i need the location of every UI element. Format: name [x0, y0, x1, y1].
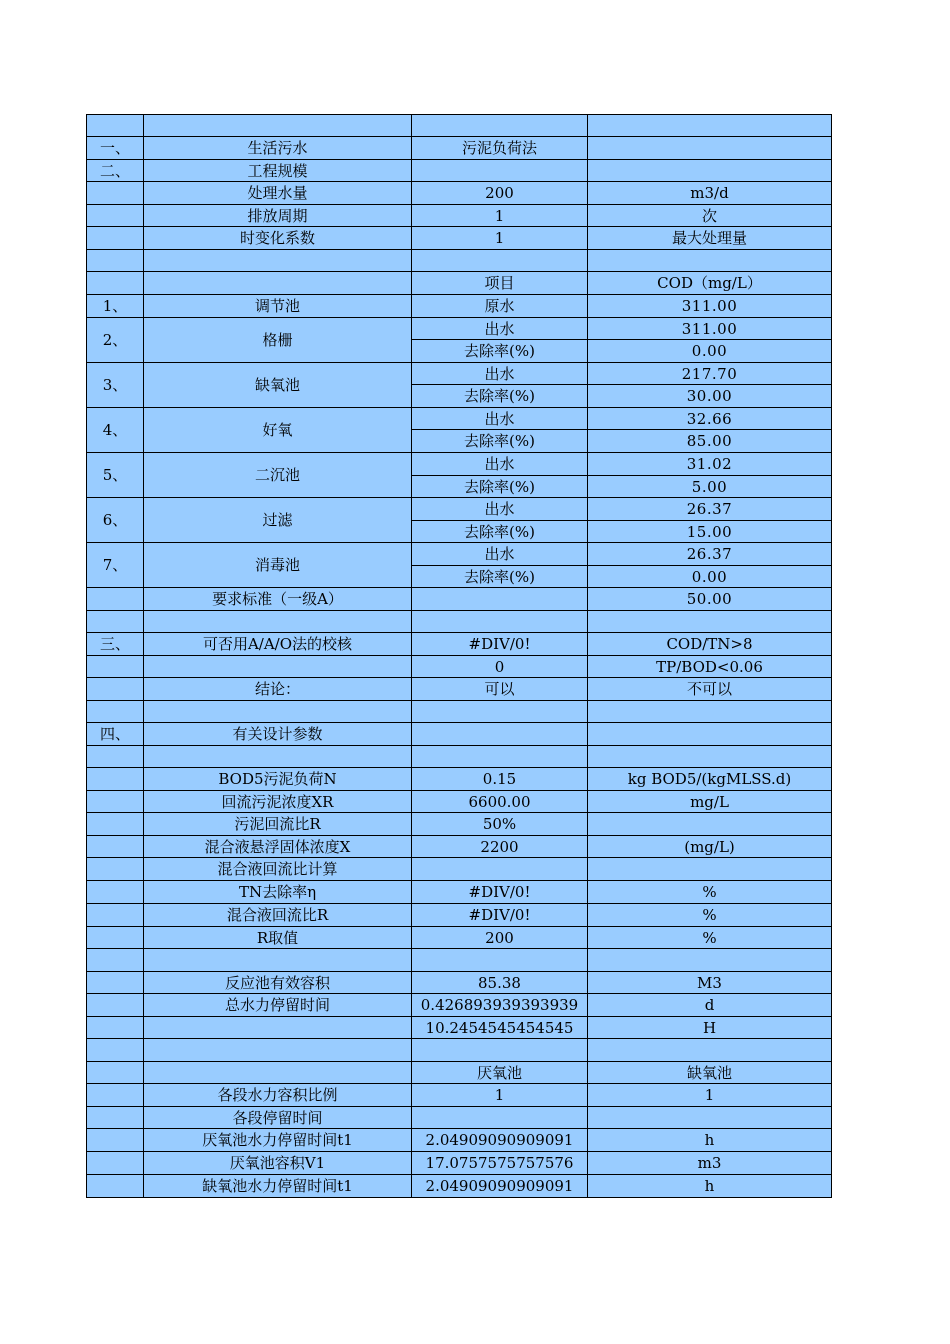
- table-cell[interactable]: 反应池有效容积: [144, 972, 412, 994]
- table-cell[interactable]: [412, 588, 588, 611]
- table-cell[interactable]: 四、: [87, 723, 144, 746]
- table-cell[interactable]: 次: [588, 205, 832, 227]
- table-cell[interactable]: 6、: [87, 498, 144, 543]
- table-row: [87, 994, 832, 1017]
- table-row: [87, 205, 832, 227]
- table-cell[interactable]: 15.00: [588, 521, 832, 543]
- table-cell[interactable]: 26.37: [588, 498, 832, 521]
- table-row: [87, 318, 832, 340]
- table-cell[interactable]: [144, 1062, 412, 1084]
- table-cell[interactable]: [87, 250, 144, 272]
- table-cell[interactable]: %: [588, 904, 832, 927]
- table-cell[interactable]: [412, 160, 588, 182]
- table-row: [87, 1107, 832, 1129]
- table-cell[interactable]: 污泥负荷法: [412, 137, 588, 160]
- table-cell[interactable]: 不可以: [588, 678, 832, 701]
- table-cell[interactable]: [588, 160, 832, 182]
- table-row: [87, 701, 832, 723]
- table-cell[interactable]: 31.02: [588, 453, 832, 476]
- table-cell[interactable]: [87, 678, 144, 701]
- table-cell[interactable]: [588, 701, 832, 723]
- table-cell[interactable]: 调节池: [144, 295, 412, 318]
- table-cell[interactable]: [588, 949, 832, 972]
- table-cell[interactable]: 去除率(%): [412, 385, 588, 408]
- table-row: [87, 611, 832, 633]
- table-cell[interactable]: TN去除率η: [144, 881, 412, 904]
- table-cell[interactable]: 6600.00: [412, 791, 588, 813]
- table-cell[interactable]: [87, 611, 144, 633]
- table-cell[interactable]: 去除率(%): [412, 476, 588, 498]
- table-cell[interactable]: 厌氧池容积V1: [144, 1152, 412, 1175]
- table-cell[interactable]: 200: [412, 182, 588, 205]
- table-cell[interactable]: 有关设计参数: [144, 723, 412, 746]
- table-row: [87, 633, 832, 656]
- table-row: [87, 768, 832, 791]
- table-cell[interactable]: [87, 927, 144, 949]
- table-cell[interactable]: 2、: [87, 318, 144, 363]
- table-cell[interactable]: 0.15: [412, 768, 588, 791]
- table-cell[interactable]: R取值: [144, 927, 412, 949]
- table-row: [87, 227, 832, 250]
- table-cell[interactable]: %: [588, 881, 832, 904]
- table-cell[interactable]: 2.04909090909091: [412, 1175, 588, 1198]
- table-cell[interactable]: 可否用A/A/O法的校核: [144, 633, 412, 656]
- table-cell[interactable]: 7、: [87, 543, 144, 588]
- table-cell[interactable]: 项目: [412, 272, 588, 295]
- table-cell[interactable]: 200: [412, 927, 588, 949]
- table-cell[interactable]: 各段停留时间: [144, 1107, 412, 1129]
- table-cell[interactable]: %: [588, 927, 832, 949]
- table-cell[interactable]: 1、: [87, 295, 144, 318]
- table-cell[interactable]: [412, 611, 588, 633]
- table-cell[interactable]: [87, 858, 144, 881]
- table-cell[interactable]: [87, 1017, 144, 1039]
- table-cell[interactable]: [87, 272, 144, 295]
- table-cell[interactable]: 原水: [412, 295, 588, 318]
- table-cell[interactable]: [87, 813, 144, 836]
- table-cell[interactable]: [87, 115, 144, 137]
- table-row: [87, 836, 832, 858]
- table-cell[interactable]: [588, 611, 832, 633]
- table-row: [87, 656, 832, 678]
- table-cell[interactable]: [588, 137, 832, 160]
- table-cell[interactable]: [87, 972, 144, 994]
- table-cell[interactable]: 出水: [412, 363, 588, 385]
- table-cell[interactable]: 出水: [412, 543, 588, 566]
- table-cell[interactable]: 17.0757575757576: [412, 1152, 588, 1175]
- table-cell[interactable]: [87, 1039, 144, 1062]
- table-cell[interactable]: [144, 949, 412, 972]
- table-cell[interactable]: [87, 746, 144, 768]
- table-cell[interactable]: [87, 1152, 144, 1175]
- table-cell[interactable]: 去除率(%): [412, 566, 588, 588]
- table-cell[interactable]: 一、: [87, 137, 144, 160]
- table-cell[interactable]: 缺氧池: [588, 1062, 832, 1084]
- table-cell[interactable]: 311.00: [588, 318, 832, 340]
- table-row: [87, 363, 832, 385]
- table-cell[interactable]: [87, 588, 144, 611]
- table-cell[interactable]: mg/L: [588, 791, 832, 813]
- table-cell[interactable]: 311.00: [588, 295, 832, 318]
- table-cell[interactable]: 32.66: [588, 408, 832, 430]
- table-cell[interactable]: 2.04909090909091: [412, 1129, 588, 1152]
- table-cell[interactable]: [144, 701, 412, 723]
- table-cell[interactable]: 缺氧池: [144, 363, 412, 408]
- table-cell[interactable]: [87, 656, 144, 678]
- table-cell[interactable]: 26.37: [588, 543, 832, 566]
- table-cell[interactable]: [144, 746, 412, 768]
- spreadsheet-table: [86, 114, 832, 1198]
- table-cell[interactable]: COD/TN>8: [588, 633, 832, 656]
- table-cell[interactable]: 1: [412, 227, 588, 250]
- table-row: [87, 1129, 832, 1152]
- table-cell[interactable]: 污泥回流比R: [144, 813, 412, 836]
- table-row: [87, 949, 832, 972]
- table-cell[interactable]: [87, 836, 144, 858]
- table-cell[interactable]: [412, 250, 588, 272]
- spreadsheet-body: [87, 115, 832, 1198]
- table-row: [87, 272, 832, 295]
- table-cell[interactable]: 0.00: [588, 566, 832, 588]
- table-cell[interactable]: 85.00: [588, 430, 832, 453]
- table-row: [87, 723, 832, 746]
- table-cell[interactable]: 总水力停留时间: [144, 994, 412, 1017]
- table-cell[interactable]: [588, 1039, 832, 1062]
- table-cell[interactable]: 50%: [412, 813, 588, 836]
- table-cell[interactable]: m3: [588, 1152, 832, 1175]
- table-cell[interactable]: 排放周期: [144, 205, 412, 227]
- table-cell[interactable]: BOD5污泥负荷N: [144, 768, 412, 791]
- table-cell[interactable]: 2200: [412, 836, 588, 858]
- table-cell[interactable]: 过滤: [144, 498, 412, 543]
- table-cell[interactable]: 3、: [87, 363, 144, 408]
- table-cell[interactable]: 好氧: [144, 408, 412, 453]
- table-cell[interactable]: 0.426893939393939: [412, 994, 588, 1017]
- table-cell[interactable]: 厌氧池水力停留时间t1: [144, 1129, 412, 1152]
- table-row: [87, 746, 832, 768]
- table-cell[interactable]: 缺氧池水力停留时间t1: [144, 1175, 412, 1198]
- table-cell[interactable]: [588, 746, 832, 768]
- table-cell[interactable]: 消毒池: [144, 543, 412, 588]
- table-cell[interactable]: 生活污水: [144, 137, 412, 160]
- table-cell[interactable]: [412, 858, 588, 881]
- table-cell[interactable]: 回流污泥浓度XR: [144, 791, 412, 813]
- table-cell[interactable]: 处理水量: [144, 182, 412, 205]
- table-cell[interactable]: [87, 227, 144, 250]
- table-cell[interactable]: [412, 115, 588, 137]
- table-row: [87, 1062, 832, 1084]
- table-cell[interactable]: [144, 656, 412, 678]
- table-cell[interactable]: [144, 250, 412, 272]
- table-cell[interactable]: 工程规模: [144, 160, 412, 182]
- table-cell[interactable]: [87, 205, 144, 227]
- table-cell[interactable]: 出水: [412, 318, 588, 340]
- table-cell[interactable]: 1: [588, 1084, 832, 1107]
- table-cell[interactable]: [87, 701, 144, 723]
- table-cell[interactable]: 去除率(%): [412, 430, 588, 453]
- table-row: [87, 453, 832, 476]
- table-row: [87, 160, 832, 182]
- table-row: [87, 1175, 832, 1198]
- table-cell[interactable]: [412, 949, 588, 972]
- table-cell[interactable]: 去除率(%): [412, 340, 588, 363]
- table-cell[interactable]: [87, 1175, 144, 1198]
- table-cell[interactable]: [87, 1129, 144, 1152]
- table-cell[interactable]: COD（mg/L）: [588, 272, 832, 295]
- table-row: [87, 1017, 832, 1039]
- table-cell[interactable]: [144, 1017, 412, 1039]
- table-cell[interactable]: [412, 701, 588, 723]
- table-cell[interactable]: (mg/L): [588, 836, 832, 858]
- table-cell[interactable]: h: [588, 1175, 832, 1198]
- table-cell[interactable]: 时变化系数: [144, 227, 412, 250]
- table-cell[interactable]: 混合液回流比R: [144, 904, 412, 927]
- table-cell[interactable]: 二沉池: [144, 453, 412, 498]
- table-cell[interactable]: [588, 115, 832, 137]
- table-cell[interactable]: 二、: [87, 160, 144, 182]
- table-row: [87, 678, 832, 701]
- table-cell[interactable]: 85.38: [412, 972, 588, 994]
- table-cell[interactable]: 三、: [87, 633, 144, 656]
- table-cell[interactable]: 混合液回流比计算: [144, 858, 412, 881]
- table-cell[interactable]: 混合液悬浮固体浓度X: [144, 836, 412, 858]
- table-cell[interactable]: 10.2454545454545: [412, 1017, 588, 1039]
- table-row: [87, 904, 832, 927]
- table-cell[interactable]: 结论：: [144, 678, 412, 701]
- table-cell[interactable]: TP/BOD<0.06: [588, 656, 832, 678]
- table-cell[interactable]: [87, 768, 144, 791]
- table-cell[interactable]: M3: [588, 972, 832, 994]
- table-cell[interactable]: [87, 904, 144, 927]
- table-cell[interactable]: h: [588, 1129, 832, 1152]
- table-row: [87, 927, 832, 949]
- table-row: [87, 1084, 832, 1107]
- table-cell[interactable]: #DIV/0!: [412, 904, 588, 927]
- table-cell[interactable]: H: [588, 1017, 832, 1039]
- table-cell[interactable]: 最大处理量: [588, 227, 832, 250]
- table-cell[interactable]: [412, 1107, 588, 1129]
- table-cell[interactable]: [588, 250, 832, 272]
- table-cell[interactable]: 4、: [87, 408, 144, 453]
- table-row: [87, 791, 832, 813]
- table-row: [87, 881, 832, 904]
- table-cell[interactable]: 30.00: [588, 385, 832, 408]
- table-row: [87, 543, 832, 566]
- table-cell[interactable]: [588, 723, 832, 746]
- table-cell[interactable]: [588, 813, 832, 836]
- table-cell[interactable]: 1: [412, 205, 588, 227]
- table-cell[interactable]: 出水: [412, 408, 588, 430]
- table-row: [87, 1152, 832, 1175]
- table-cell[interactable]: [87, 1107, 144, 1129]
- table-row: [87, 498, 832, 521]
- table-cell[interactable]: [87, 949, 144, 972]
- table-cell[interactable]: [144, 1039, 412, 1062]
- table-cell[interactable]: [87, 994, 144, 1017]
- table-cell[interactable]: [87, 881, 144, 904]
- table-cell[interactable]: 5、: [87, 453, 144, 498]
- table-cell[interactable]: d: [588, 994, 832, 1017]
- table-cell[interactable]: 出水: [412, 453, 588, 476]
- table-row: [87, 137, 832, 160]
- table-cell[interactable]: 5.00: [588, 476, 832, 498]
- table-row: [87, 1039, 832, 1062]
- table-cell[interactable]: kg BOD5/(kgMLSS.d): [588, 768, 832, 791]
- table-cell[interactable]: [412, 723, 588, 746]
- table-cell[interactable]: [412, 746, 588, 768]
- table-cell[interactable]: 去除率(%): [412, 521, 588, 543]
- table-cell[interactable]: 厌氧池: [412, 1062, 588, 1084]
- table-cell[interactable]: [144, 115, 412, 137]
- table-cell[interactable]: [87, 182, 144, 205]
- table-cell[interactable]: 可以: [412, 678, 588, 701]
- table-row: [87, 250, 832, 272]
- table-cell[interactable]: 217.70: [588, 363, 832, 385]
- table-cell[interactable]: [144, 272, 412, 295]
- table-row: [87, 295, 832, 318]
- table-cell[interactable]: [87, 1084, 144, 1107]
- table-cell[interactable]: [588, 858, 832, 881]
- table-cell[interactable]: 要求标准（一级A）: [144, 588, 412, 611]
- table-cell[interactable]: 0.00: [588, 340, 832, 363]
- table-cell[interactable]: [412, 1039, 588, 1062]
- table-row: [87, 813, 832, 836]
- table-cell[interactable]: [87, 1062, 144, 1084]
- table-cell[interactable]: 出水: [412, 498, 588, 521]
- table-cell[interactable]: 0: [412, 656, 588, 678]
- table-cell[interactable]: 1: [412, 1084, 588, 1107]
- table-cell[interactable]: [588, 1107, 832, 1129]
- table-row: [87, 858, 832, 881]
- table-row: [87, 972, 832, 994]
- table-cell[interactable]: 各段水力容积比例: [144, 1084, 412, 1107]
- table-cell[interactable]: 50.00: [588, 588, 832, 611]
- table-row: [87, 408, 832, 430]
- table-row: [87, 588, 832, 611]
- table-cell[interactable]: #DIV/0!: [412, 633, 588, 656]
- table-cell[interactable]: [144, 611, 412, 633]
- table-cell[interactable]: #DIV/0!: [412, 881, 588, 904]
- table-row: [87, 115, 832, 137]
- table-cell[interactable]: 格栅: [144, 318, 412, 363]
- table-cell[interactable]: m3/d: [588, 182, 832, 205]
- table-row: [87, 182, 832, 205]
- table-cell[interactable]: [87, 791, 144, 813]
